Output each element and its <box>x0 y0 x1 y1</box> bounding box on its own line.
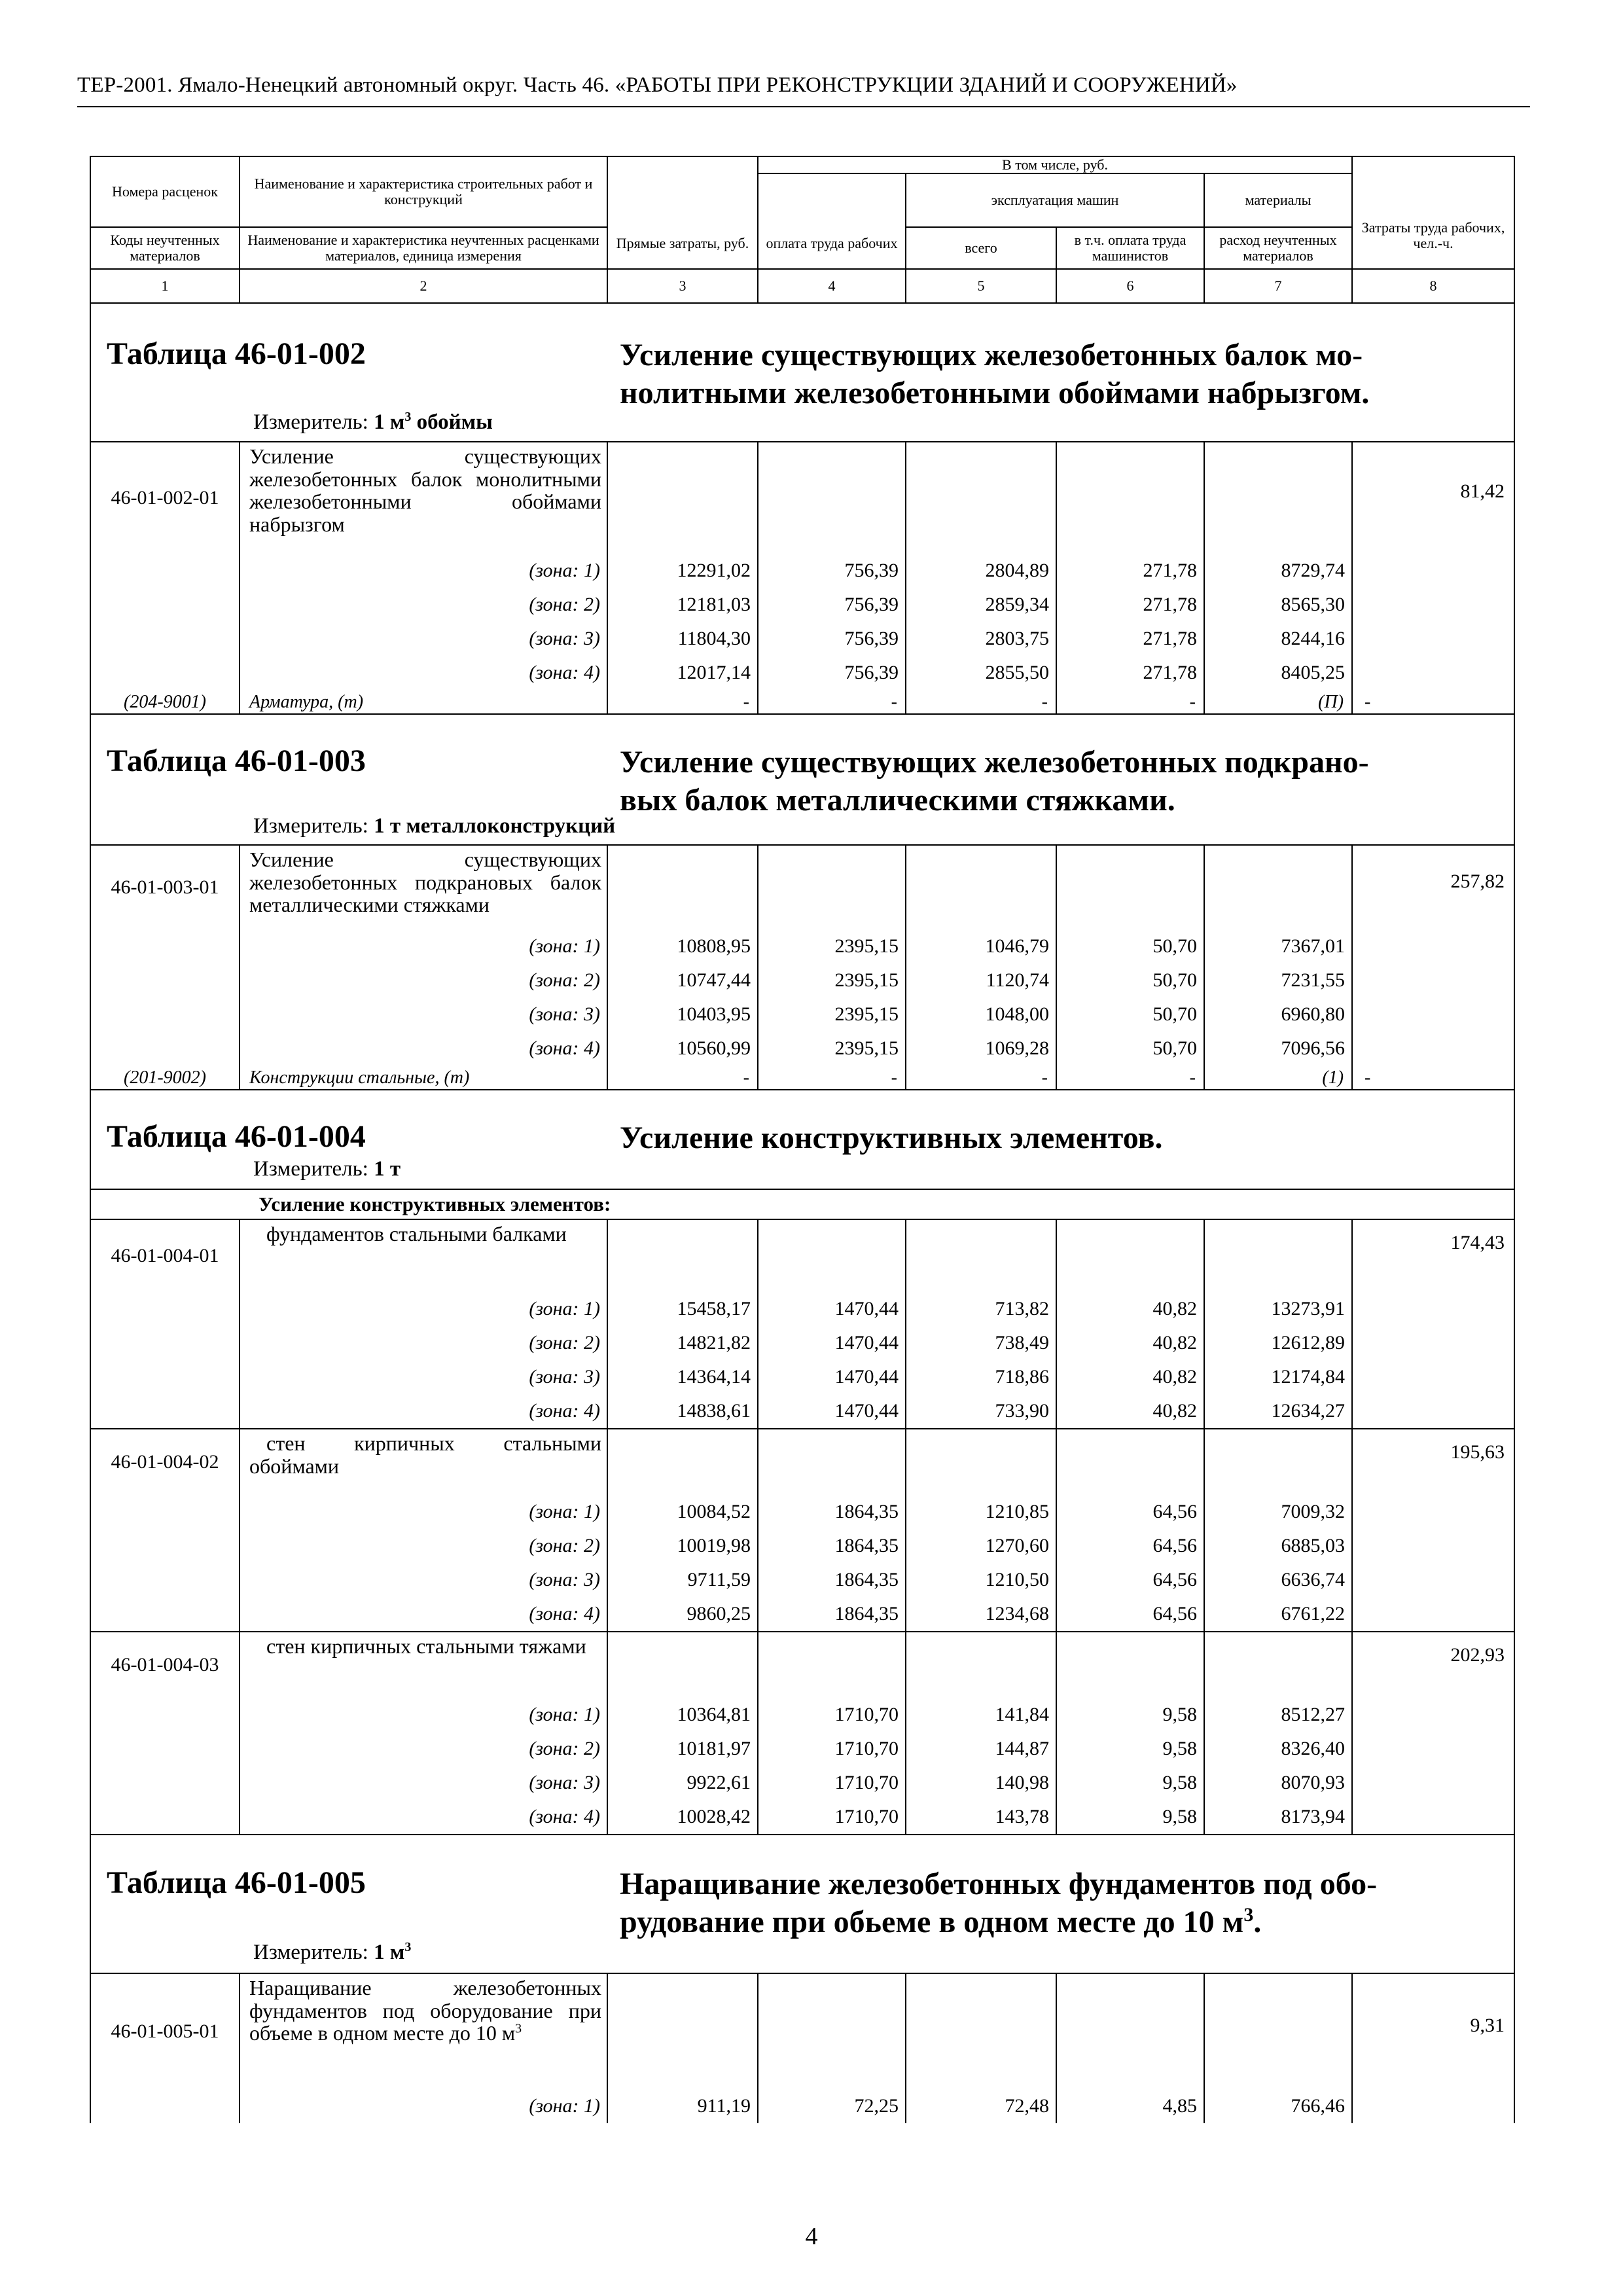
col8-head: Затраты труда рабочих, чел.-ч. <box>1352 156 1514 269</box>
worker-wage: 1470,44 <box>758 1292 906 1326</box>
col2-head-a: Наименование и характеристика строительных работ и конструкций <box>240 156 607 227</box>
direct-cost: 11804,30 <box>607 622 758 656</box>
material-c4: - <box>758 690 906 714</box>
labor-cost: 174,43 <box>1352 1219 1514 1292</box>
machines-total: 141,84 <box>906 1698 1056 1732</box>
table-002-title-block <box>90 303 1514 442</box>
machinist-wage: 40,82 <box>1056 1394 1204 1429</box>
zone-label: (зона: 3) <box>240 1360 607 1394</box>
direct-cost: 9922,61 <box>607 1766 758 1800</box>
machinist-wage: 64,56 <box>1056 1495 1204 1529</box>
colnum-8: 8 <box>1352 269 1514 303</box>
material-code: (204-9001) <box>90 690 240 714</box>
col3-head: Прямые затраты, руб. <box>607 156 758 269</box>
machines-total: 2804,89 <box>906 554 1056 588</box>
price-table <box>90 156 1515 2123</box>
rate-description: фундаментов стальными балками <box>266 1222 567 1246</box>
zone-row <box>90 656 1514 690</box>
colnum-3: 3 <box>607 269 758 303</box>
direct-cost: 14838,61 <box>607 1394 758 1429</box>
colnum-2: 2 <box>240 269 607 303</box>
direct-cost: 15458,17 <box>607 1292 758 1326</box>
header-rule <box>77 106 1530 107</box>
rate-description: Усиление существующих железобетонных балок монолитными железобетонными обоймами набрызгом <box>249 444 601 536</box>
colnum-7: 7 <box>1204 269 1352 303</box>
direct-cost: 9860,25 <box>607 1597 758 1632</box>
zone-row <box>90 1326 1514 1360</box>
machinist-wage: 271,78 <box>1056 656 1204 690</box>
materials-cost: 8070,93 <box>1204 1766 1352 1800</box>
machinist-wage: 9,58 <box>1056 1766 1204 1800</box>
materials-head: материалы <box>1204 173 1352 227</box>
zone-row <box>90 1732 1514 1766</box>
machines-total: 1069,28 <box>906 1031 1056 1066</box>
col2-head-b: Наименование и характеристика неучтенных расценками материалов, единица измерения <box>240 227 607 269</box>
machines-total: 2859,34 <box>906 588 1056 622</box>
zone-label: (зона: 1) <box>240 2089 607 2123</box>
worker-wage: 1470,44 <box>758 1360 906 1394</box>
machinist-wage: 40,82 <box>1056 1326 1204 1360</box>
table-003-measure: Измеритель: 1 т металлоконструкций <box>253 814 616 838</box>
machines-total: 2855,50 <box>906 656 1056 690</box>
colnum-1: 1 <box>90 269 240 303</box>
machinist-wage: 40,82 <box>1056 1360 1204 1394</box>
materials-cost: 766,46 <box>1204 2089 1352 2123</box>
zone-row <box>90 1495 1514 1529</box>
machines-total: 2803,75 <box>906 622 1056 656</box>
materials-cost: 13273,91 <box>1204 1292 1352 1326</box>
direct-cost: 14821,82 <box>607 1326 758 1360</box>
direct-cost: 10181,97 <box>607 1732 758 1766</box>
materials-cost: 6960,80 <box>1204 997 1352 1031</box>
zone-row <box>90 1031 1514 1066</box>
machinist-wage: 50,70 <box>1056 929 1204 963</box>
labor-cost: 195,63 <box>1352 1429 1514 1495</box>
direct-cost: 9711,59 <box>607 1563 758 1597</box>
machinist-wage: 4,85 <box>1056 2089 1204 2123</box>
machinist-wage: 50,70 <box>1056 997 1204 1031</box>
rate-code: 46-01-002-01 <box>90 442 240 554</box>
machines-total: 72,48 <box>906 2089 1056 2123</box>
zone-row <box>90 1563 1514 1597</box>
zone-row <box>90 1360 1514 1394</box>
zone-row <box>90 588 1514 622</box>
rate-code: 46-01-003-01 <box>90 845 240 929</box>
zone-row <box>90 1529 1514 1563</box>
material-c4: - <box>758 1066 906 1090</box>
zone-label: (зона: 1) <box>240 1292 607 1326</box>
col4-head: оплата труда рабочих <box>758 173 906 269</box>
zone-row <box>90 1766 1514 1800</box>
machinist-wage: 9,58 <box>1056 1800 1204 1835</box>
zone-row <box>90 929 1514 963</box>
material-name: Арматура, (т) <box>240 690 607 714</box>
material-c5: - <box>906 1066 1056 1090</box>
zone-label: (зона: 4) <box>240 1031 607 1066</box>
machines-total: 1210,85 <box>906 1495 1056 1529</box>
material-code: (201-9002) <box>90 1066 240 1090</box>
zone-row <box>90 1292 1514 1326</box>
zone-label: (зона: 1) <box>240 1698 607 1732</box>
zone-label: (зона: 2) <box>240 963 607 997</box>
direct-cost: 10364,81 <box>607 1698 758 1732</box>
machines-total: 718,86 <box>906 1360 1056 1394</box>
zone-label: (зона: 2) <box>240 588 607 622</box>
col5-head: всего <box>906 227 1056 269</box>
machines-total: 143,78 <box>906 1800 1056 1835</box>
worker-wage: 1710,70 <box>758 1766 906 1800</box>
machinist-wage: 271,78 <box>1056 588 1204 622</box>
price-table-sheet <box>90 156 1514 2123</box>
material-c3: - <box>607 1066 758 1090</box>
worker-wage: 756,39 <box>758 588 906 622</box>
direct-cost: 10084,52 <box>607 1495 758 1529</box>
table-002-description: Усиление существующих железобетонных балок мо- нолитными железобетонными обоймами набрызгом. <box>620 338 1370 410</box>
colnum-6: 6 <box>1056 269 1204 303</box>
materials-cost: 6761,22 <box>1204 1597 1352 1632</box>
machines-total: 1046,79 <box>906 929 1056 963</box>
direct-cost: 911,19 <box>607 2089 758 2123</box>
labor-cost: 81,42 <box>1352 442 1514 554</box>
materials-cost: 7231,55 <box>1204 963 1352 997</box>
worker-wage: 1710,70 <box>758 1800 906 1835</box>
machines-head: эксплуатация машин <box>906 173 1204 227</box>
colnum-5: 5 <box>906 269 1056 303</box>
zone-label: (зона: 2) <box>240 1732 607 1766</box>
zone-label: (зона: 4) <box>240 656 607 690</box>
machines-total: 1210,50 <box>906 1563 1056 1597</box>
zone-label: (зона: 4) <box>240 1800 607 1835</box>
labor-cost: 9,31 <box>1352 1973 1514 2089</box>
table-002-title: Таблица 46-01-002 <box>107 336 366 372</box>
machinist-wage: 50,70 <box>1056 1031 1204 1066</box>
table-003-title: Таблица 46-01-003 <box>107 744 366 779</box>
machinist-wage: 40,82 <box>1056 1292 1204 1326</box>
rate-description: Усиление существующих железобетонных подкрановых балок металлическими стяжками <box>249 848 601 917</box>
materials-cost: 8326,40 <box>1204 1732 1352 1766</box>
zone-label: (зона: 1) <box>240 929 607 963</box>
material-c5: - <box>906 690 1056 714</box>
table-004-title-block <box>90 1090 1514 1189</box>
materials-cost: 6885,03 <box>1204 1529 1352 1563</box>
materials-cost: 7096,56 <box>1204 1031 1352 1066</box>
machinist-wage: 9,58 <box>1056 1698 1204 1732</box>
table-005-measure: Измеритель: 1 $м^3$ <box>253 1940 412 1965</box>
material-c6: - <box>1056 690 1204 714</box>
zone-row <box>90 1394 1514 1429</box>
direct-cost: 10403,95 <box>607 997 758 1031</box>
group-heading: Усиление конструктивных элементов: <box>90 1189 1514 1219</box>
rate-description: стен кирпичных стальными обоймами <box>249 1431 601 1478</box>
machines-total: 1048,00 <box>906 997 1056 1031</box>
worker-wage: 1470,44 <box>758 1394 906 1429</box>
worker-wage: 1470,44 <box>758 1326 906 1360</box>
machines-total: 1120,74 <box>906 963 1056 997</box>
col6-head: в т.ч. оплата труда машинистов <box>1056 227 1204 269</box>
direct-cost: 10028,42 <box>607 1800 758 1835</box>
direct-cost: 10019,98 <box>607 1529 758 1563</box>
rate-description: стен кирпичных стальными тяжами <box>266 1634 586 1659</box>
direct-cost: 14364,14 <box>607 1360 758 1394</box>
materials-cost: 12174,84 <box>1204 1360 1352 1394</box>
colnum-4: 4 <box>758 269 906 303</box>
worker-wage: 756,39 <box>758 656 906 690</box>
direct-cost: 10560,99 <box>607 1031 758 1066</box>
rate-code: 46-01-005-01 <box>90 1973 240 2089</box>
rate-code: 46-01-004-01 <box>90 1219 240 1292</box>
machinist-wage: 271,78 <box>1056 622 1204 656</box>
col7-head: расход неучтенных материалов <box>1204 227 1352 269</box>
materials-cost: 8244,16 <box>1204 622 1352 656</box>
included-head: В том числе, руб. <box>758 156 1352 173</box>
worker-wage: 72,25 <box>758 2089 906 2123</box>
table-005-description: Наращивание железобетонных фундаментов под обо- рудование при обьеме в одном месте до 10 $м^3$. <box>620 1867 1378 1939</box>
machines-total: 733,90 <box>906 1394 1056 1429</box>
direct-cost: 12017,14 <box>607 656 758 690</box>
zone-label: (зона: 3) <box>240 997 607 1031</box>
machines-total: 738,49 <box>906 1326 1056 1360</box>
col1-head-a: Номера расценок <box>90 156 240 227</box>
worker-wage: 2395,15 <box>758 1031 906 1066</box>
zone-row <box>90 554 1514 588</box>
direct-cost: 12181,03 <box>607 588 758 622</box>
rate-code: 46-01-004-02 <box>90 1429 240 1495</box>
labor-cost: 257,82 <box>1352 845 1514 929</box>
zone-label: (зона: 2) <box>240 1326 607 1360</box>
material-c8: - <box>1352 1066 1514 1090</box>
machinist-wage: 64,56 <box>1056 1563 1204 1597</box>
rate-description: Наращивание железобетонных фундаментов под оборудование при объеме в одном месте до 10 $м^3$ <box>249 1976 601 2045</box>
worker-wage: 2395,15 <box>758 963 906 997</box>
machinist-wage: 271,78 <box>1056 554 1204 588</box>
machines-total: 713,82 <box>906 1292 1056 1326</box>
table-005-title-block <box>90 1835 1514 1973</box>
machinist-wage: 50,70 <box>1056 963 1204 997</box>
zone-row <box>90 997 1514 1031</box>
zone-label: (зона: 4) <box>240 1597 607 1632</box>
materials-cost: 6636,74 <box>1204 1563 1352 1597</box>
material-c3: - <box>607 690 758 714</box>
zone-row <box>90 963 1514 997</box>
materials-cost: 12634,27 <box>1204 1394 1352 1429</box>
zone-label: (зона: 3) <box>240 622 607 656</box>
material-c7: (1) <box>1204 1066 1352 1090</box>
worker-wage: 1864,35 <box>758 1597 906 1632</box>
material-c8: - <box>1352 690 1514 714</box>
zone-label: (зона: 3) <box>240 1563 607 1597</box>
worker-wage: 1864,35 <box>758 1495 906 1529</box>
table-003-description: Усиление существующих железобетонных подкрано- вых балок металлическими стяжками. <box>620 745 1369 817</box>
materials-cost: 7367,01 <box>1204 929 1352 963</box>
zone-row <box>90 1597 1514 1632</box>
table-004-measure: Измеритель: 1 т <box>253 1157 401 1181</box>
worker-wage: 1864,35 <box>758 1529 906 1563</box>
zone-label: (зона: 1) <box>240 554 607 588</box>
document-header: ТЕР-2001. Ямало-Ненецкий автономный округ. Часть 46. «РАБОТЫ ПРИ РЕКОНСТРУКЦИИ ЗДАНИЙ И СООРУЖЕНИЙ» <box>77 73 1238 97</box>
zone-label: (зона: 4) <box>240 1394 607 1429</box>
materials-cost: 8729,74 <box>1204 554 1352 588</box>
table-004-description: Усиление конструктивных элементов. <box>620 1121 1163 1156</box>
materials-cost: 8405,25 <box>1204 656 1352 690</box>
rate-code: 46-01-004-03 <box>90 1632 240 1698</box>
machines-total: 1234,68 <box>906 1597 1056 1632</box>
table-003-title-block <box>90 714 1514 845</box>
materials-cost: 12612,89 <box>1204 1326 1352 1360</box>
worker-wage: 756,39 <box>758 622 906 656</box>
machines-total: 144,87 <box>906 1732 1056 1766</box>
zone-label: (зона: 3) <box>240 1766 607 1800</box>
machinist-wage: 64,56 <box>1056 1529 1204 1563</box>
zone-row <box>90 2089 1514 2123</box>
zone-label: (зона: 1) <box>240 1495 607 1529</box>
zone-row <box>90 622 1514 656</box>
direct-cost: 10808,95 <box>607 929 758 963</box>
table-004-title: Таблица 46-01-004 <box>107 1119 366 1155</box>
worker-wage: 2395,15 <box>758 929 906 963</box>
worker-wage: 756,39 <box>758 554 906 588</box>
material-name: Конструкции стальные, (т) <box>240 1066 607 1090</box>
table-002-measure: Измеритель: 1 $м^3$ обоймы <box>253 410 493 435</box>
materials-cost: 8565,30 <box>1204 588 1352 622</box>
worker-wage: 1710,70 <box>758 1732 906 1766</box>
worker-wage: 1864,35 <box>758 1563 906 1597</box>
labor-cost: 202,93 <box>1352 1632 1514 1698</box>
col1-head-b: Коды неучтенных материалов <box>90 227 240 269</box>
worker-wage: 1710,70 <box>758 1698 906 1732</box>
materials-cost: 8173,94 <box>1204 1800 1352 1835</box>
page-number: 4 <box>805 2223 818 2250</box>
zone-label: (зона: 2) <box>240 1529 607 1563</box>
worker-wage: 2395,15 <box>758 997 906 1031</box>
materials-cost: 8512,27 <box>1204 1698 1352 1732</box>
direct-cost: 10747,44 <box>607 963 758 997</box>
material-c7: (П) <box>1204 690 1352 714</box>
zone-row <box>90 1800 1514 1835</box>
machines-total: 140,98 <box>906 1766 1056 1800</box>
machinist-wage: 64,56 <box>1056 1597 1204 1632</box>
table-005-title: Таблица 46-01-005 <box>107 1865 366 1901</box>
materials-cost: 7009,32 <box>1204 1495 1352 1529</box>
direct-cost: 12291,02 <box>607 554 758 588</box>
zone-row <box>90 1698 1514 1732</box>
material-c6: - <box>1056 1066 1204 1090</box>
machinist-wage: 9,58 <box>1056 1732 1204 1766</box>
machines-total: 1270,60 <box>906 1529 1056 1563</box>
